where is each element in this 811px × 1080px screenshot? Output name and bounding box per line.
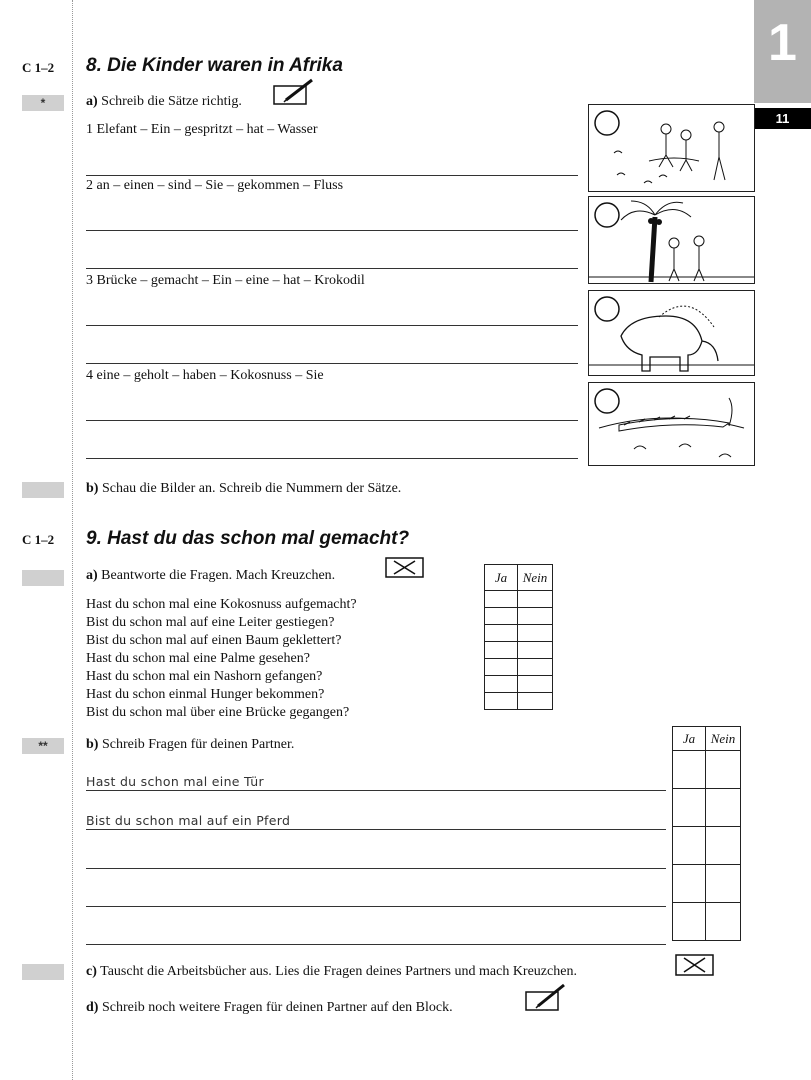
question-item: Bist du schon mal über eine Brücke gegangen? xyxy=(86,705,350,720)
section9d-label: d) xyxy=(86,1000,99,1015)
section9b-label: b) xyxy=(86,737,99,752)
illustration-crocodile-bridge xyxy=(588,382,755,466)
illustration-children-water xyxy=(588,104,755,192)
answer-line[interactable] xyxy=(86,363,578,364)
sentence-item-2: 2 an – einen – sind – Sie – gekommen – Fluss xyxy=(86,178,344,193)
section9-ref: C 1–2 xyxy=(22,532,55,547)
chapter-tab: 1 xyxy=(754,0,811,103)
answer-line[interactable] xyxy=(86,829,666,830)
answer-cell[interactable] xyxy=(706,789,741,827)
answer-cell[interactable] xyxy=(673,827,706,865)
section8-ref: C 1–2 xyxy=(22,60,55,75)
difficulty-marker: * xyxy=(22,95,64,111)
answer-cell[interactable] xyxy=(518,676,553,693)
handwritten-example-2: Bist du schon mal auf ein Pferd xyxy=(86,813,291,828)
difficulty-marker: ** xyxy=(22,738,64,754)
difficulty-marker xyxy=(22,964,64,980)
col-nein: Nein xyxy=(706,727,741,751)
section9d-instruction: Schreib noch weitere Fragen für deinen Partner auf den Block. xyxy=(101,1000,453,1015)
answer-cell[interactable] xyxy=(673,751,706,789)
answer-line[interactable] xyxy=(86,268,578,269)
answer-grid-b xyxy=(672,726,741,941)
answer-line[interactable] xyxy=(86,790,666,791)
section9c-instruction: Tauscht die Arbeitsbücher aus. Lies die Fragen deines Partners und mach Kreuzchen. xyxy=(100,964,577,979)
section9c-label: c) xyxy=(86,964,97,979)
answer-cell[interactable] xyxy=(673,903,706,941)
answer-cell[interactable] xyxy=(518,625,553,642)
answer-line[interactable] xyxy=(86,230,578,231)
pencil-write-icon xyxy=(524,982,568,1012)
difficulty-marker xyxy=(22,482,64,498)
question-list xyxy=(86,596,357,722)
col-ja: Ja xyxy=(673,727,706,751)
answer-cell[interactable] xyxy=(673,789,706,827)
section9d-instruction-row xyxy=(86,1000,453,1016)
col-nein: Nein xyxy=(518,565,553,591)
question-item: Bist du schon mal auf einen Baum geklettert? xyxy=(86,633,342,648)
answer-cell[interactable] xyxy=(706,827,741,865)
handwritten-example-1: Hast du schon mal eine Tür xyxy=(86,774,264,789)
section9c-instruction-row xyxy=(86,964,577,980)
sentence-item-4: 4 eine – geholt – haben – Kokosnuss – Sie xyxy=(86,368,324,383)
section9b-instruction: Schreib Fragen für deinen Partner. xyxy=(101,737,295,752)
sentence-item-3: 3 Brücke – gemacht – Ein – eine – hat – Krokodil xyxy=(86,273,365,288)
section9a-instruction: Beantworte die Fragen. Mach Kreuzchen. xyxy=(101,568,336,583)
answer-cell[interactable] xyxy=(706,903,741,941)
answer-cell[interactable] xyxy=(518,608,553,625)
section8b-instruction-row xyxy=(86,481,401,497)
answer-cell[interactable] xyxy=(485,591,518,608)
checkbox-cross-icon xyxy=(674,952,716,978)
answer-cell[interactable] xyxy=(518,642,553,659)
pencil-write-icon xyxy=(272,78,316,106)
section8b-label: b) xyxy=(86,481,99,496)
section8a-instruction: Schreib die Sätze richtig. xyxy=(101,94,242,109)
question-item: Hast du schon mal ein Nashorn gefangen? xyxy=(86,669,323,684)
answer-cell[interactable] xyxy=(485,642,518,659)
answer-cell[interactable] xyxy=(485,659,518,676)
answer-grid-a xyxy=(484,564,553,710)
answer-cell[interactable] xyxy=(485,693,518,710)
illustration-palm-coconut xyxy=(588,196,755,284)
section9a-label: a) xyxy=(86,568,98,583)
sentence-item-1: 1 Elefant – Ein – gespritzt – hat – Wasser xyxy=(86,122,318,137)
difficulty-marker xyxy=(22,570,64,586)
section8b-instruction: Schau die Bilder an. Schreib die Nummern der Sätze. xyxy=(101,481,402,496)
answer-line[interactable] xyxy=(86,420,578,421)
answer-line[interactable] xyxy=(86,868,666,869)
question-item: Hast du schon mal eine Kokosnuss aufgemacht? xyxy=(86,597,357,612)
question-item: Bist du schon mal auf eine Leiter gestiegen? xyxy=(86,615,335,630)
section8-title: 8. Die Kinder waren in Afrika xyxy=(86,55,343,76)
answer-cell[interactable] xyxy=(485,676,518,693)
illustration-elephant xyxy=(588,290,755,376)
checkbox-cross-icon xyxy=(384,556,426,580)
page-number: 11 xyxy=(754,108,811,129)
answer-cell[interactable] xyxy=(518,591,553,608)
question-item: Hast du schon mal eine Palme gesehen? xyxy=(86,651,310,666)
answer-cell[interactable] xyxy=(485,608,518,625)
question-item: Hast du schon einmal Hunger bekommen? xyxy=(86,687,325,702)
answer-line[interactable] xyxy=(86,906,666,907)
answer-cell[interactable] xyxy=(706,751,741,789)
answer-cell[interactable] xyxy=(518,693,553,710)
answer-cell[interactable] xyxy=(706,865,741,903)
section8a-label: a) xyxy=(86,94,98,109)
answer-line[interactable] xyxy=(86,944,666,945)
answer-cell[interactable] xyxy=(485,625,518,642)
section9b-instruction-row xyxy=(86,737,294,753)
section9-title: 9. Hast du das schon mal gemacht? xyxy=(86,528,410,549)
answer-cell[interactable] xyxy=(518,659,553,676)
margin-divider xyxy=(72,0,73,1080)
answer-line[interactable] xyxy=(86,175,578,176)
answer-cell[interactable] xyxy=(673,865,706,903)
section9a-instruction-row xyxy=(86,568,335,584)
section8a-instruction-row xyxy=(86,94,242,110)
col-ja: Ja xyxy=(485,565,518,591)
answer-line[interactable] xyxy=(86,458,578,459)
answer-line[interactable] xyxy=(86,325,578,326)
